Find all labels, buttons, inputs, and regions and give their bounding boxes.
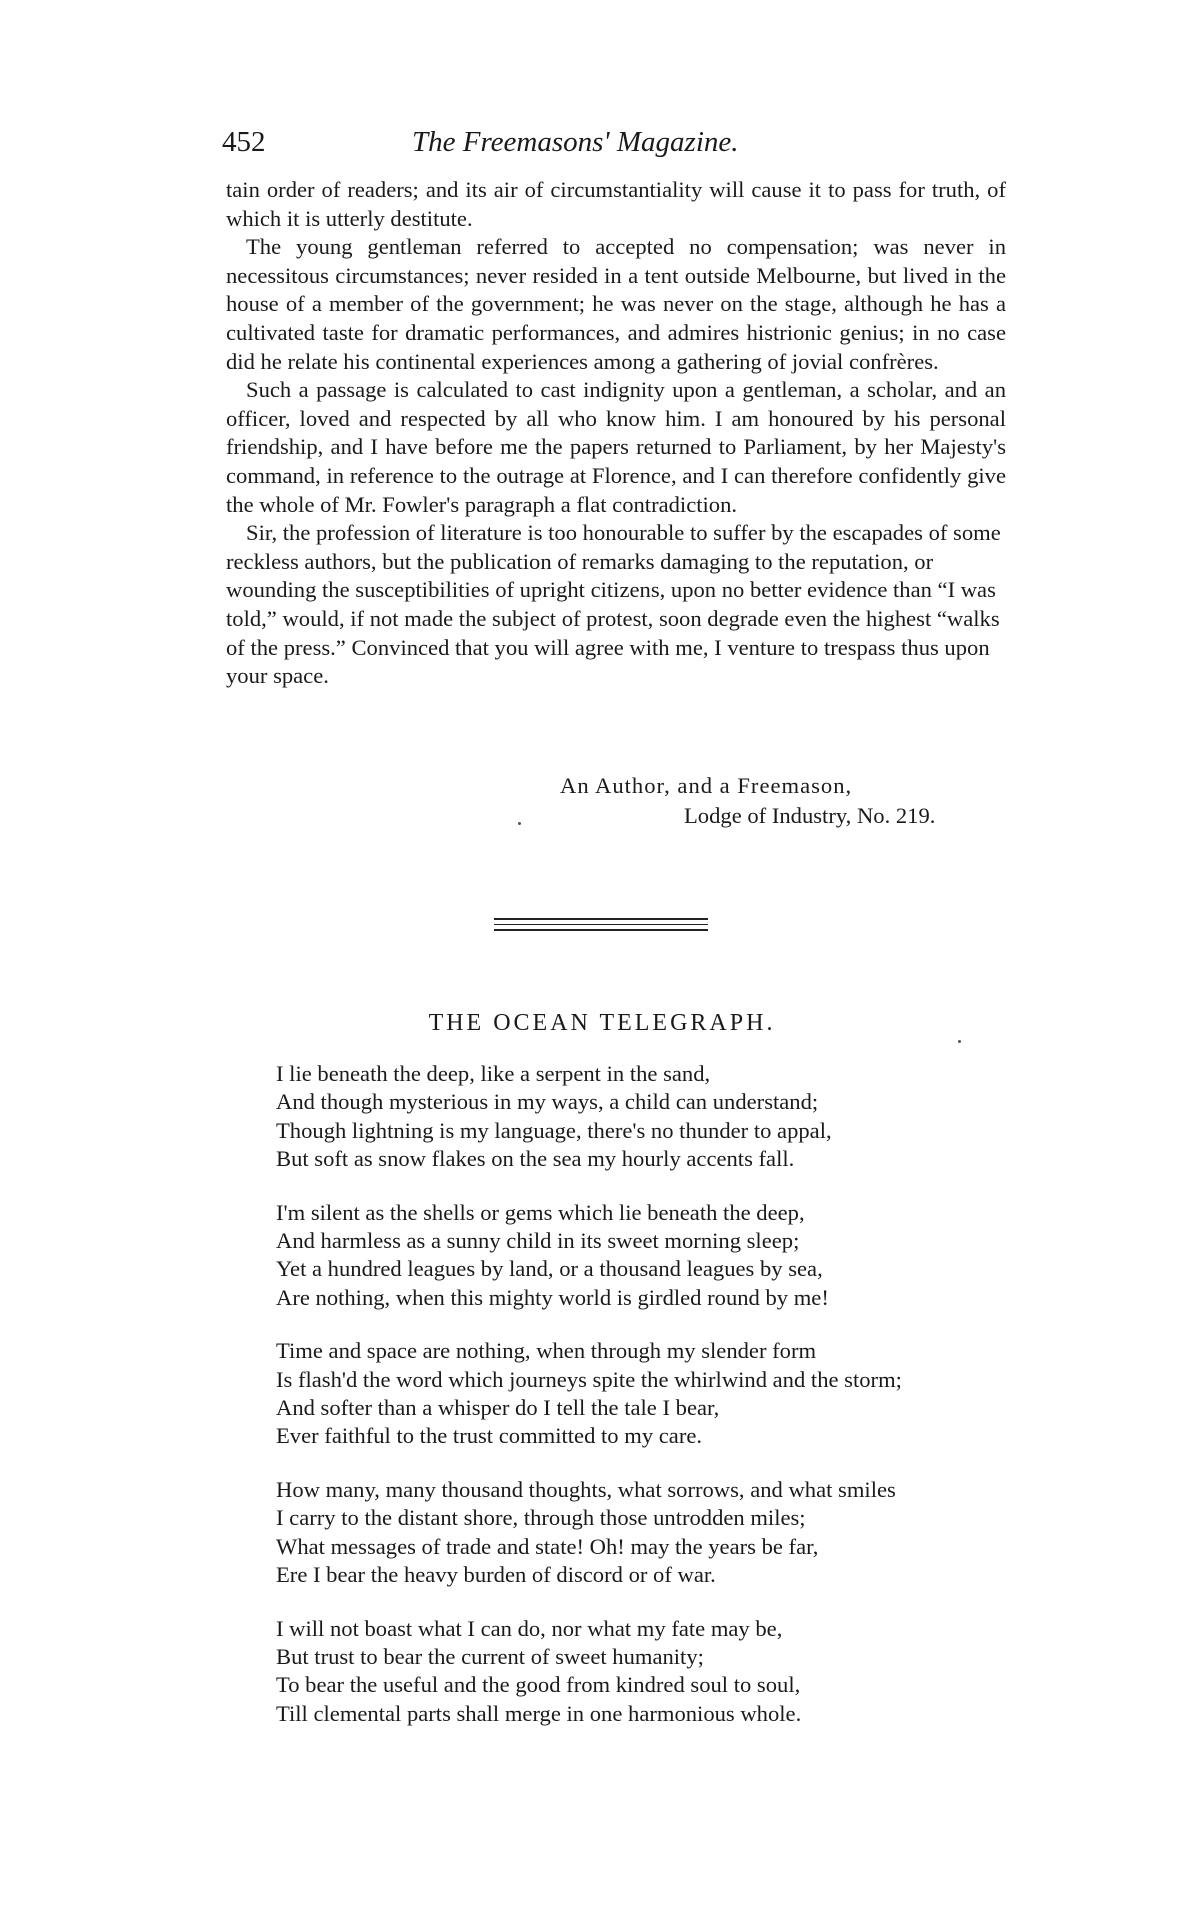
poem-stanza: [276, 1337, 996, 1451]
page-number: 452: [222, 126, 266, 158]
poem-stanza: [276, 1476, 996, 1590]
poem-line: I will not boast what I can do, nor what my fate may be,: [276, 1615, 783, 1641]
letter-paragraph: Sir, the profession of literature is too honourable to suffer by the escapades of some reckless authors, but the publication of remarks damaging to the reputation, or wounding the susceptibilities of upright citizens, upon no better evidence than “I was told,” would, if not made the subject of protest, soon degrade even the highest “walks of the press.” Convinced that you will agree with me, I venture to trespass thus upon your space.: [226, 520, 1001, 689]
section-divider: [494, 918, 708, 935]
stray-mark: [518, 822, 521, 825]
poem-line: Ever faithful to the trust committed to my care.: [276, 1423, 703, 1449]
running-title: The Freemasons' Magazine.: [412, 126, 739, 158]
divider-rule: [494, 924, 708, 925]
divider-rule: [494, 918, 708, 920]
poem-line: Ere I bear the heavy burden of discord or of war.: [276, 1562, 716, 1588]
poem-stanza: [276, 1060, 996, 1174]
poem-line: I'm silent as the shells or gems which lie beneath the deep,: [276, 1199, 805, 1225]
poem: [276, 1060, 996, 1753]
poem-line: And harmless as a sunny child in its sweet morning sleep;: [276, 1228, 800, 1254]
poem-line: Yet a hundred leagues by land, or a thousand leagues by sea,: [276, 1256, 823, 1282]
letter-paragraph: The young gentleman referred to accepted no compensation; was never in necessitous circumstances; never resided in a tent outside Melbourne, but lived in the house of a member of the government; he was never on the stage, although he has a cultivated taste for dramatic performances, and admires histrionic genius; in no case did he relate his continental experiences among a gathering of jovial confrères.: [226, 234, 1006, 374]
poem-line: Is flash'd the word which journeys spite the whirlwind and the storm;: [276, 1366, 902, 1392]
poem-line: Are nothing, when this mighty world is girdled round by me!: [276, 1284, 829, 1310]
poem-line: But soft as snow flakes on the sea my hourly accents fall.: [276, 1146, 795, 1172]
poem-line: Time and space are nothing, when through my slender form: [276, 1338, 817, 1364]
poem-line: And though mysterious in my ways, a child can understand;: [276, 1089, 819, 1115]
poem-line: And softer than a whisper do I tell the tale I bear,: [276, 1395, 720, 1421]
poem-line: How many, many thousand thoughts, what sorrows, and what smiles: [276, 1476, 896, 1502]
stray-mark: [958, 1040, 961, 1043]
lodge-line: Lodge of Industry, No. 219.: [684, 803, 936, 828]
poem-line: Though lightning is my language, there's no thunder to appal,: [276, 1117, 832, 1143]
poem-line: I carry to the distant shore, through those untrodden miles;: [276, 1505, 806, 1531]
divider-rule: [494, 929, 708, 931]
poem-line: To bear the useful and the good from kindred soul to soul,: [276, 1672, 801, 1698]
poem-stanza: [276, 1615, 996, 1729]
poem-line: But trust to bear the current of sweet humanity;: [276, 1643, 704, 1669]
page-header: [222, 126, 982, 160]
poem-stanza: [276, 1199, 996, 1313]
poem-title: THE OCEAN TELEGRAPH.: [428, 1010, 776, 1036]
signature: [560, 772, 852, 801]
poem-line: I lie beneath the deep, like a serpent in the sand,: [276, 1061, 711, 1086]
poem-line: What messages of trade and state! Oh! may the years be far,: [276, 1533, 819, 1559]
letter-paragraph: tain order of readers; and its air of circumstantiality will cause it to pass for truth, of which it is utterly destitute.: [226, 177, 1006, 231]
signature-line: An Author, and a Freemason,: [560, 773, 853, 798]
letter-paragraph: Such a passage is calculated to cast indignity upon a gentleman, a scholar, and an officer, loved and respected by all who know him. I am honoured by his personal friendship, and I have before me the papers returned to Parliament, by her Majesty's command, in reference to the outrage at Florence, and I can therefore confidently give the whole of Mr. Fowler's paragraph a flat contradiction.: [226, 377, 1006, 517]
letter-body: [226, 176, 1006, 691]
poem-line: Till clemental parts shall merge in one harmonious whole.: [276, 1700, 802, 1726]
